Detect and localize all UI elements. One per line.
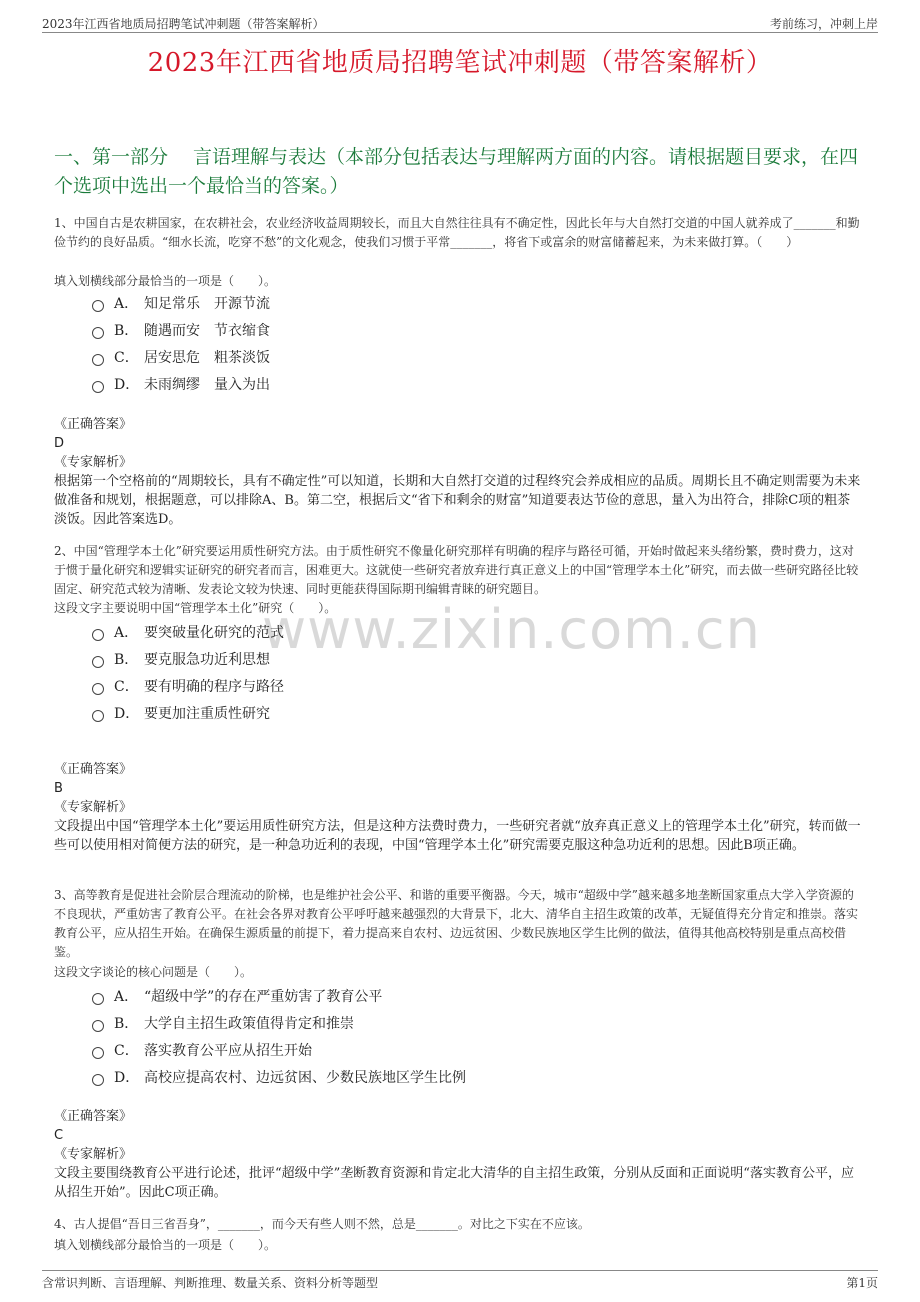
radio-icon[interactable]	[92, 656, 104, 668]
question-3-option-b[interactable]: B． 大学自主招生政策值得肯定和推崇	[92, 1013, 354, 1033]
radio-icon[interactable]	[92, 683, 104, 695]
question-1-option-b[interactable]: B． 随遇而安 节衣缩食	[92, 320, 270, 340]
question-1-option-a[interactable]: A． 知足常乐 开源节流	[92, 293, 270, 313]
radio-icon[interactable]	[92, 354, 104, 366]
question-4-stem: 4、古人提倡“吾日三省吾身”，_______，而今天有些人则不然，总是_______。对比之下实在不应该。	[54, 1217, 590, 1231]
radio-icon[interactable]	[92, 1047, 104, 1059]
question-3-option-a[interactable]: A． “超级中学”的存在严重妨害了教育公平	[92, 986, 382, 1006]
question-3-prompt: 这段文字谈论的核心问题是（ ）。	[54, 965, 253, 979]
radio-icon[interactable]	[92, 381, 104, 393]
question-2-option-b[interactable]: B． 要克服急功近利思想	[92, 649, 270, 669]
question-3-option-c[interactable]: C． 落实教育公平应从招生开始	[92, 1040, 312, 1060]
page-title: 2023年江西省地质局招聘笔试冲刺题（带答案解析）	[147, 48, 773, 78]
watermark: www.zixin.com.cn	[262, 598, 761, 661]
radio-icon[interactable]	[92, 300, 104, 312]
question-2-option-d[interactable]: D． 要更加注重质性研究	[92, 703, 270, 723]
radio-icon[interactable]	[92, 993, 104, 1005]
radio-icon[interactable]	[92, 327, 104, 339]
radio-icon[interactable]	[92, 1020, 104, 1032]
answer-letter: B	[54, 781, 63, 796]
question-1-prompt: 填入划横线部分最恰当的一项是（ ）。	[54, 274, 277, 288]
radio-icon[interactable]	[92, 710, 104, 722]
explanation-heading: 《专家解析》	[54, 455, 133, 470]
footer-description: 含常识判断、言语理解、判断推理、数量关系、资料分析等题型	[42, 1276, 379, 1290]
section-heading: 一、第一部分 言语理解与表达（本部分包括表达与理解两方面的内容。请根据题目要求，在四个选项中选出一个最恰当的答案。）	[54, 146, 859, 197]
question-1-stem: 1、中国自古是农耕国家，在农耕社会，农业经济收益周期较长，而且大自然往往具有不确定性，因此长年与大自然打交道的中国人就养成了_______和勤俭节约的良好品质。“细水长流，吃穿不愁”的文化观念，使我们习惯于平常_______，将省下或富余的财富储蓄起来，为未来做打算。（ ）	[54, 216, 860, 249]
answer-heading: 《正确答案》	[54, 762, 133, 777]
page-footer	[42, 1270, 878, 1291]
explanation-text: 根据第一个空格前的“周期较长，具有不确定性”可以知道，长期和大自然打交道的过程终究会养成相应的品质。周期长且不确定则需要为未来做准备和规划，根据题意，可以排除A、B。第二空，根据后文“省下和剩余的财富”知道要表达节俭的意思，量入为出符合，排除C项的粗茶淡饭。因此答案选D。	[54, 474, 861, 527]
question-4-prompt: 填入划横线部分最恰当的一项是（ ）。	[54, 1238, 277, 1252]
explanation-text: 文段提出中国“管理学本土化”要运用质性研究方法，但是这种方法费时费力，一些研究者就“放弃真正意义上的管理学本土化”研究，转而做一些可以使用相对简便方法的研究，是一种急功近利的表现，中国“管理学本土化”研究需要克服这种急功近利的思想。因此B项正确。	[54, 819, 861, 853]
answer-letter: D	[54, 436, 65, 451]
answer-heading: 《正确答案》	[54, 417, 133, 432]
question-2-prompt: 这段文字主要说明中国“管理学本土化”研究（ ）。	[54, 601, 337, 615]
question-1-option-c[interactable]: C． 居安思危 粗茶淡饭	[92, 347, 270, 367]
question-3-answer-block	[54, 1107, 862, 1202]
explanation-heading: 《专家解析》	[54, 800, 133, 815]
answer-letter: C	[54, 1128, 64, 1143]
page-header	[42, 12, 878, 33]
question-2-option-c[interactable]: C． 要有明确的程序与路径	[92, 676, 284, 696]
header-slogan: 考前练习，冲刺上岸	[769, 17, 878, 31]
question-3-option-d[interactable]: D． 高校应提高农村、边远贫困、少数民族地区学生比例	[92, 1067, 466, 1087]
radio-icon[interactable]	[92, 629, 104, 641]
question-1-option-d[interactable]: D． 未雨绸缪 量入为出	[92, 374, 270, 394]
header-doc-title: 2023年江西省地质局招聘笔试冲刺题（带答案解析）	[42, 17, 325, 31]
answer-heading: 《正确答案》	[54, 1109, 133, 1124]
explanation-heading: 《专家解析》	[54, 1147, 133, 1162]
question-2-answer-block	[54, 760, 862, 855]
question-2-stem: 2、中国“管理学本土化”研究要运用质性研究方法。由于质性研究不像量化研究那样有明确的程序与路径可循，开始时做起来头绪纷繁，费时费力，这对于惯于量化研究和逻辑实证研究的研究者而言，困难更大。这就使一些研究者放弃进行真正意义上的中国“管理学本土化”研究，而去做一些研究路径比较固定、研究范式较为清晰、发表论文较为快速、同时更能获得国际期刊编辑青睐的研究题目。	[54, 544, 859, 596]
question-3-stem: 3、高等教育是促进社会阶层合理流动的阶梯，也是维护社会公平、和谐的重要平衡器。今天，城市“超级中学”越来越多地垄断国家重点大学入学资源的不良现状，严重妨害了教育公平。在社会各界对教育公平呼吁越来越强烈的大背景下，北大、清华自主招生政策的改革，无疑值得充分肯定和推崇。落实教育公平，应从招生开始。在确保生源质量的前提下，着力提高来自农村、边远贫困、少数民族地区学生比例的做法，值得其他高校特别是重点高校借鉴。	[54, 888, 859, 959]
page-number: 第1页	[846, 1276, 878, 1290]
question-2-option-a[interactable]: A． 要突破量化研究的范式	[92, 622, 284, 642]
question-1-answer-block	[54, 415, 862, 529]
explanation-text: 文段主要围绕教育公平进行论述，批评“超级中学”垄断教育资源和肯定北大清华的自主招生政策，分别从反面和正面说明“落实教育公平，应从招生开始”。因此C项正确。	[54, 1166, 854, 1200]
radio-icon[interactable]	[92, 1074, 104, 1086]
